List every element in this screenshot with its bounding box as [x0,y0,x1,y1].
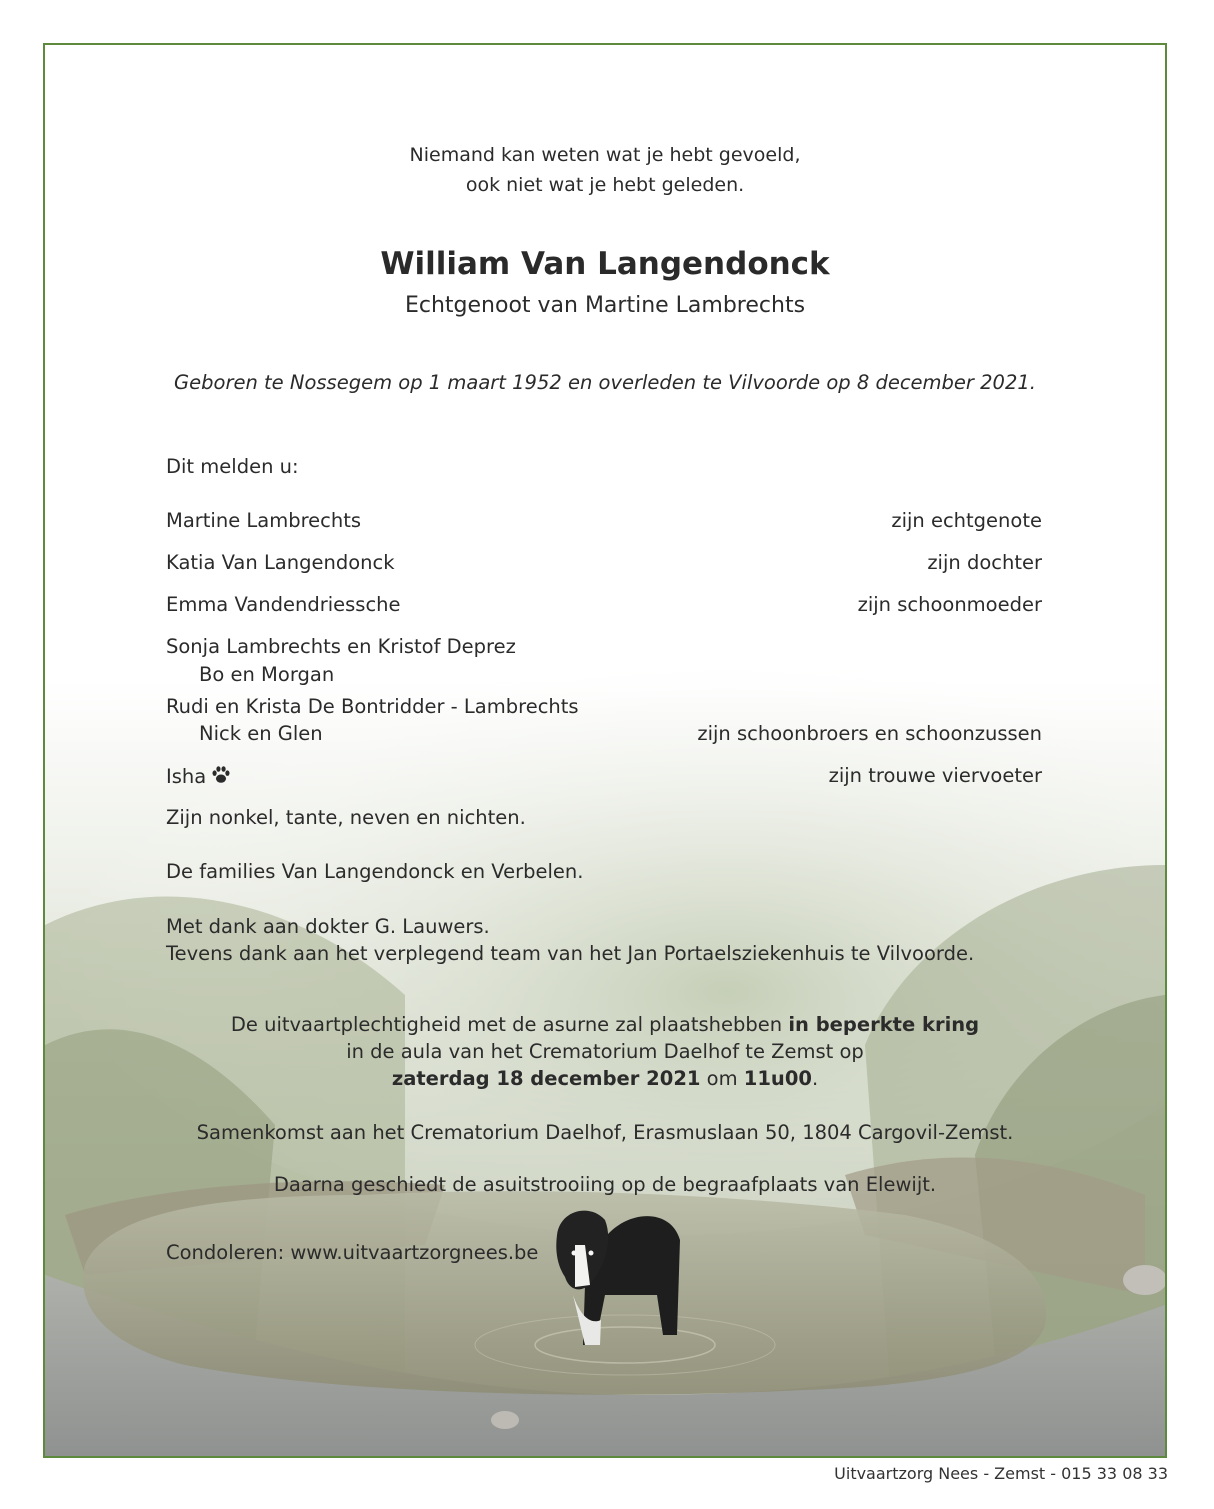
deceased-name: William Van Langendonck [380,246,830,282]
ceremony-text: om [700,1067,744,1090]
mourner-name: Emma Vandendriessche [166,593,401,616]
obituary-card [43,43,1167,1458]
ceremony-time: 11u00 [743,1067,812,1090]
mourner-name: Katia Van Langendonck [166,551,395,574]
mourner-name: Sonja Lambrechts en Kristof Deprez [166,635,516,658]
mourner-sub: Bo en Morgan [199,663,335,686]
funeral-home-footer: Uitvaartzorg Nees - Zemst - 015 33 08 33 [834,1464,1168,1483]
poem-line-1: Niemand kan weten wat je hebt gevoeld, [409,144,801,166]
ceremony-line-2: in de aula van het Crematorium Daelhof te Zemst op [346,1040,864,1063]
mourner-name: Isha [166,765,207,788]
ceremony-text: De uitvaartplechtigheid met de asurne zal plaatshebben [230,1013,789,1036]
ceremony-date: zaterdag 18 december 2021 [391,1067,701,1090]
mourner-name: Martine Lambrechts [166,509,362,532]
mourner-relation: zijn schoonmoeder [857,593,1042,616]
announcement-intro: Dit melden u: [166,455,299,478]
mourner-relation: zijn echtgenote [891,509,1042,532]
mourner-pet [166,764,232,791]
paw-icon [210,764,232,791]
ceremony-date-line [45,1067,1165,1090]
families-line: De families Van Langendonck en Verbelen. [166,860,584,883]
thanks-line-2: Tevens dank aan het verplegend team van het Jan Portaelsziekenhuis te Vilvoorde. [166,942,975,965]
mourner-relation: zijn dochter [927,551,1042,574]
deceased-relation: Echtgenoot van Martine Lambrechts [404,293,806,318]
mourner-relation: zijn schoonbroers en schoonzussen [697,722,1042,745]
scattering-line: Daarna geschiedt de asuitstrooiing op de begraafplaats van Elewijt. [273,1173,937,1196]
extended-family-line: Zijn nonkel, tante, neven en nichten. [166,806,526,829]
mourner-name: Rudi en Krista De Bontridder - Lambrechts [166,695,579,718]
ceremony-line-1 [45,1013,1165,1036]
ceremony-text: . [811,1067,819,1090]
thanks-line-1: Met dank aan dokter G. Lauwers. [166,915,490,938]
mourner-relation: zijn trouwe viervoeter [828,764,1042,787]
birth-death-dates: Geboren te Nossegem op 1 maart 1952 en overleden te Vilvoorde op 8 december 2021. [174,371,1036,394]
gathering-line: Samenkomst aan het Crematorium Daelhof, Erasmuslaan 50, 1804 Cargovil-Zemst. [196,1121,1014,1144]
ceremony-restricted: in beperkte kring [788,1013,980,1036]
condolences-link[interactable]: Condoleren: www.uitvaartzorgnees.be [166,1241,539,1264]
poem-line-2: ook niet wat je hebt geleden. [465,174,745,196]
mourner-sub: Nick en Glen [199,722,323,745]
